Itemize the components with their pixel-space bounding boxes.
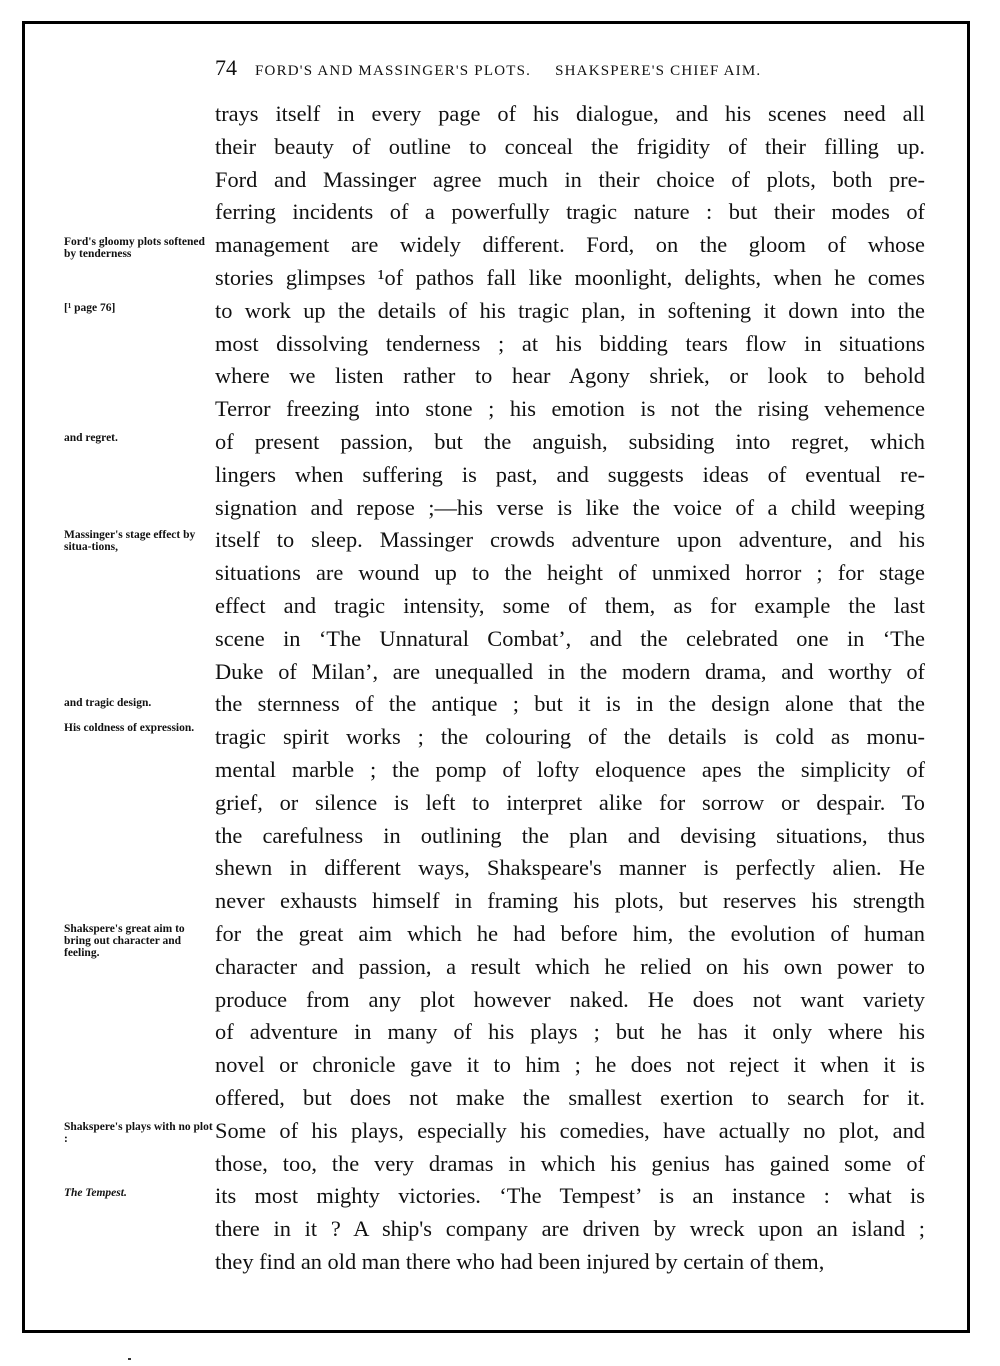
text-line: signation and repose ;—his verse is like the voice of a child weeping [215, 494, 925, 520]
text-line: scene in ‘The Unnatural Combat’, and the celebrated one in ‘The [215, 625, 925, 651]
text-line: grief, or silence is left to interpret alike for sorrow or despair. To [215, 789, 925, 815]
margin-note: The Tempest. [64, 1187, 127, 1199]
text-line: effect and tragic intensity, some of them, as for example the last [215, 592, 925, 618]
text-line: never exhausts himself in framing his plots, but reserves his strength [215, 888, 925, 914]
text-line: ferring incidents of a powerfully tragic nature : but their modes of [215, 199, 925, 225]
text-line: where we listen rather to hear Agony shriek, or look to behold [215, 363, 925, 389]
text-line: tragic spirit works ; the colouring of the details is cold as monu- [215, 724, 925, 750]
text-line: character and passion, a result which he relied on his own power to [215, 953, 925, 979]
text-line: there in it ? A ship's company are driven by wreck upon an island ; [215, 1216, 925, 1242]
text-line: Ford and Massinger agree much in their choice of plots, both pre- [215, 166, 925, 192]
running-head [215, 55, 935, 81]
text-line: their beauty of outline to conceal the frigidity of their filling up. [215, 133, 925, 159]
text-line: novel or chronicle gave it to him ; he does not reject it when it is [215, 1052, 925, 1078]
margin-note: Shakspere's great aim to bring out character and feeling. [64, 923, 185, 959]
text-line: Terror freezing into stone ; his emotion is not the rising vehemence [215, 396, 925, 422]
text-line: most dissolving tenderness ; at his bidding tears flow in situations [215, 330, 925, 356]
text-line: its most mighty victories. ‘The Tempest’ is an instance : what is [215, 1183, 925, 1209]
text-line: to work up the details of his tragic plan, in softening it down into the [215, 297, 925, 323]
text-line: the carefulness in outlining the plan and devising situations, thus [215, 822, 925, 848]
text-line: management are widely different. Ford, on the gloom of whose [215, 232, 925, 258]
text-line: situations are wound up to the height of unmixed horror ; for stage [215, 560, 925, 586]
text-line: Duke of Milan’, are unequalled in the modern drama, and worthy of [215, 658, 925, 684]
running-title-left: FORD'S AND MASSINGER'S PLOTS. [255, 63, 532, 79]
margin-note: [¹ page 76] [64, 302, 116, 314]
text-line: mental marble ; the pomp of lofty eloquence apes the simplicity of [215, 756, 925, 782]
text-line: trays itself in every page of his dialogue, and his scenes need all [215, 101, 925, 126]
margin-note: Shakspere's plays with no plot : [64, 1121, 213, 1145]
text-line: of present passion, but the anguish, subsiding into regret, which [215, 428, 925, 454]
margin-note: and regret. [64, 432, 118, 444]
margin-note: and tragic design. [64, 697, 152, 709]
text-line: Some of his plays, especially his comedies, have actually no plot, and [215, 1117, 925, 1143]
body-text [215, 98, 925, 1279]
running-title-right: SHAKSPERE'S CHIEF AIM. [555, 63, 762, 79]
scan-speck [128, 1358, 131, 1360]
page-number: 74 [215, 55, 237, 80]
text-line: offered, but does not make the smallest exertion to search for it. [215, 1084, 925, 1110]
text-line: shewn in different ways, Shakspeare's manner is perfectly alien. He [215, 855, 925, 881]
margin-note: Ford's gloomy plots softened by tenderness [64, 236, 205, 260]
margin-note: His coldness of expression. [64, 722, 195, 734]
text-line: they find an old man there who had been injured by certain of them, [215, 1248, 825, 1274]
text-line: of adventure in many of his plays ; but he has it only where his [215, 1019, 925, 1045]
text-line: the sternness of the antique ; but it is in the design alone that the [215, 691, 925, 717]
text-line: for the great aim which he had before him, the evolution of human [215, 920, 925, 946]
text-line: produce from any plot however naked. He does not want variety [215, 986, 925, 1012]
text-line: itself to sleep. Massinger crowds adventure upon adventure, and his [215, 527, 925, 553]
margin-note: Massinger's stage effect by situa-tions, [64, 529, 196, 553]
text-line: those, too, the very dramas in which his genius has gained some of [215, 1150, 925, 1176]
text-line: lingers when suffering is past, and suggests ideas of eventual re- [215, 461, 925, 487]
text-line: stories glimpses ¹of pathos fall like moonlight, delights, when he comes [215, 264, 925, 290]
